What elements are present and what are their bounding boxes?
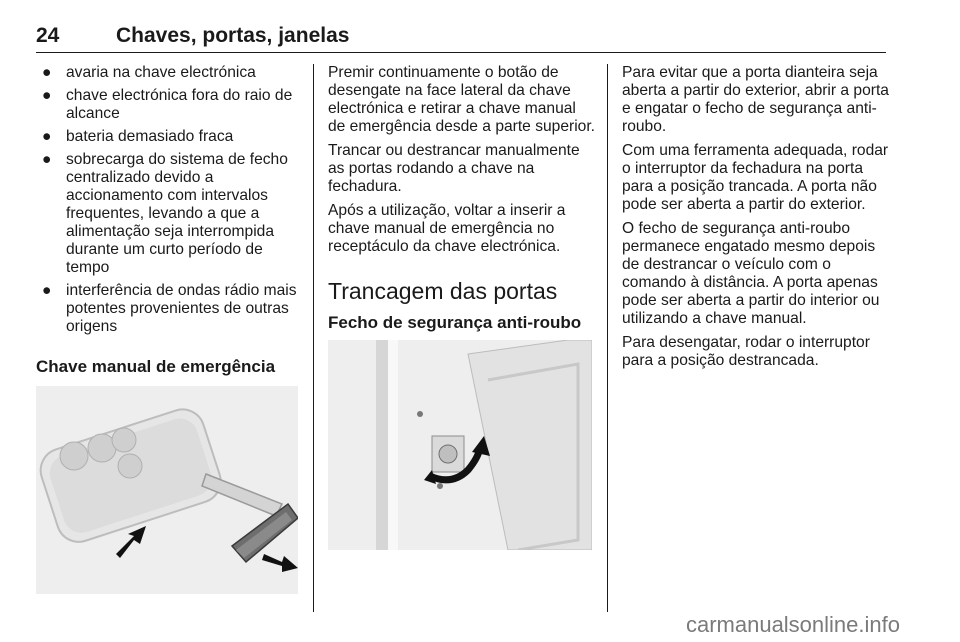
section-subheading: Chave manual de emergência (36, 357, 276, 376)
page-header (36, 18, 886, 53)
paragraph: Trancar ou destrancar manualmente as portas rodando a chave na fechadura. (328, 142, 580, 195)
chapter-title: Chaves, portas, janelas (116, 24, 350, 47)
column-left (36, 64, 304, 594)
column-divider (313, 64, 314, 612)
section-title: Trancagem das portas (328, 278, 558, 304)
bullet-icon: ● (42, 87, 52, 104)
subsection-title: Fecho de segurança anti-roubo (328, 313, 582, 332)
column-right (622, 64, 892, 376)
page-number: 24 (36, 24, 60, 47)
bullet-icon: ● (42, 282, 52, 299)
bullet-icon: ● (42, 151, 52, 168)
bullet-icon: ● (42, 128, 52, 145)
list-item: ● interferência de ondas rádio mais potentes provenientes de outras origens (42, 282, 297, 335)
watermark: carmanualsonline.info (685, 612, 900, 637)
paragraph: Com uma ferramenta adequada, rodar o interruptor da fechadura na porta para a posição trancada. A porta não pode ser aberta a partir do exterior. (622, 142, 889, 213)
paragraph: Para desengatar, rodar o interruptor para a posição destrancada. (622, 334, 870, 369)
paragraph: Para evitar que a porta dianteira seja aberta a partir do exterior, abrir a porta e engatar o fecho de segurança anti-roubo. (622, 64, 889, 135)
emergency-key-illustration (36, 386, 298, 594)
bullet-list (36, 64, 304, 336)
bullet-icon: ● (42, 64, 52, 81)
list-item: ● chave electrónica fora do raio de alcance (42, 87, 293, 122)
list-item: ● avaria na chave electrónica (42, 64, 256, 81)
paragraph: Premir continuamente o botão de desengate na face lateral da chave electrónica e retirar a chave manual de emergência desde a parte superior. (328, 64, 595, 135)
paragraph: Após a utilização, voltar a inserir a chave manual de emergência no receptáculo da chave electrónica. (328, 202, 566, 255)
paragraph: O fecho de segurança anti-roubo permanece engatado mesmo depois de destrancar o veículo com o comando à distância. A porta apenas pode ser aberta a partir do interior ou utilizando a chave manual. (622, 220, 880, 327)
column-middle (328, 64, 596, 550)
list-item: ● sobrecarga do sistema de fecho centralizado devido a accionamento com intervalos frequentes, levando a que a alimentação seja interrompida durante um curto período de tempo (42, 151, 288, 276)
list-item: ● bateria demasiado fraca (42, 128, 234, 145)
column-divider (607, 64, 608, 612)
door-lock-illustration (328, 340, 592, 550)
